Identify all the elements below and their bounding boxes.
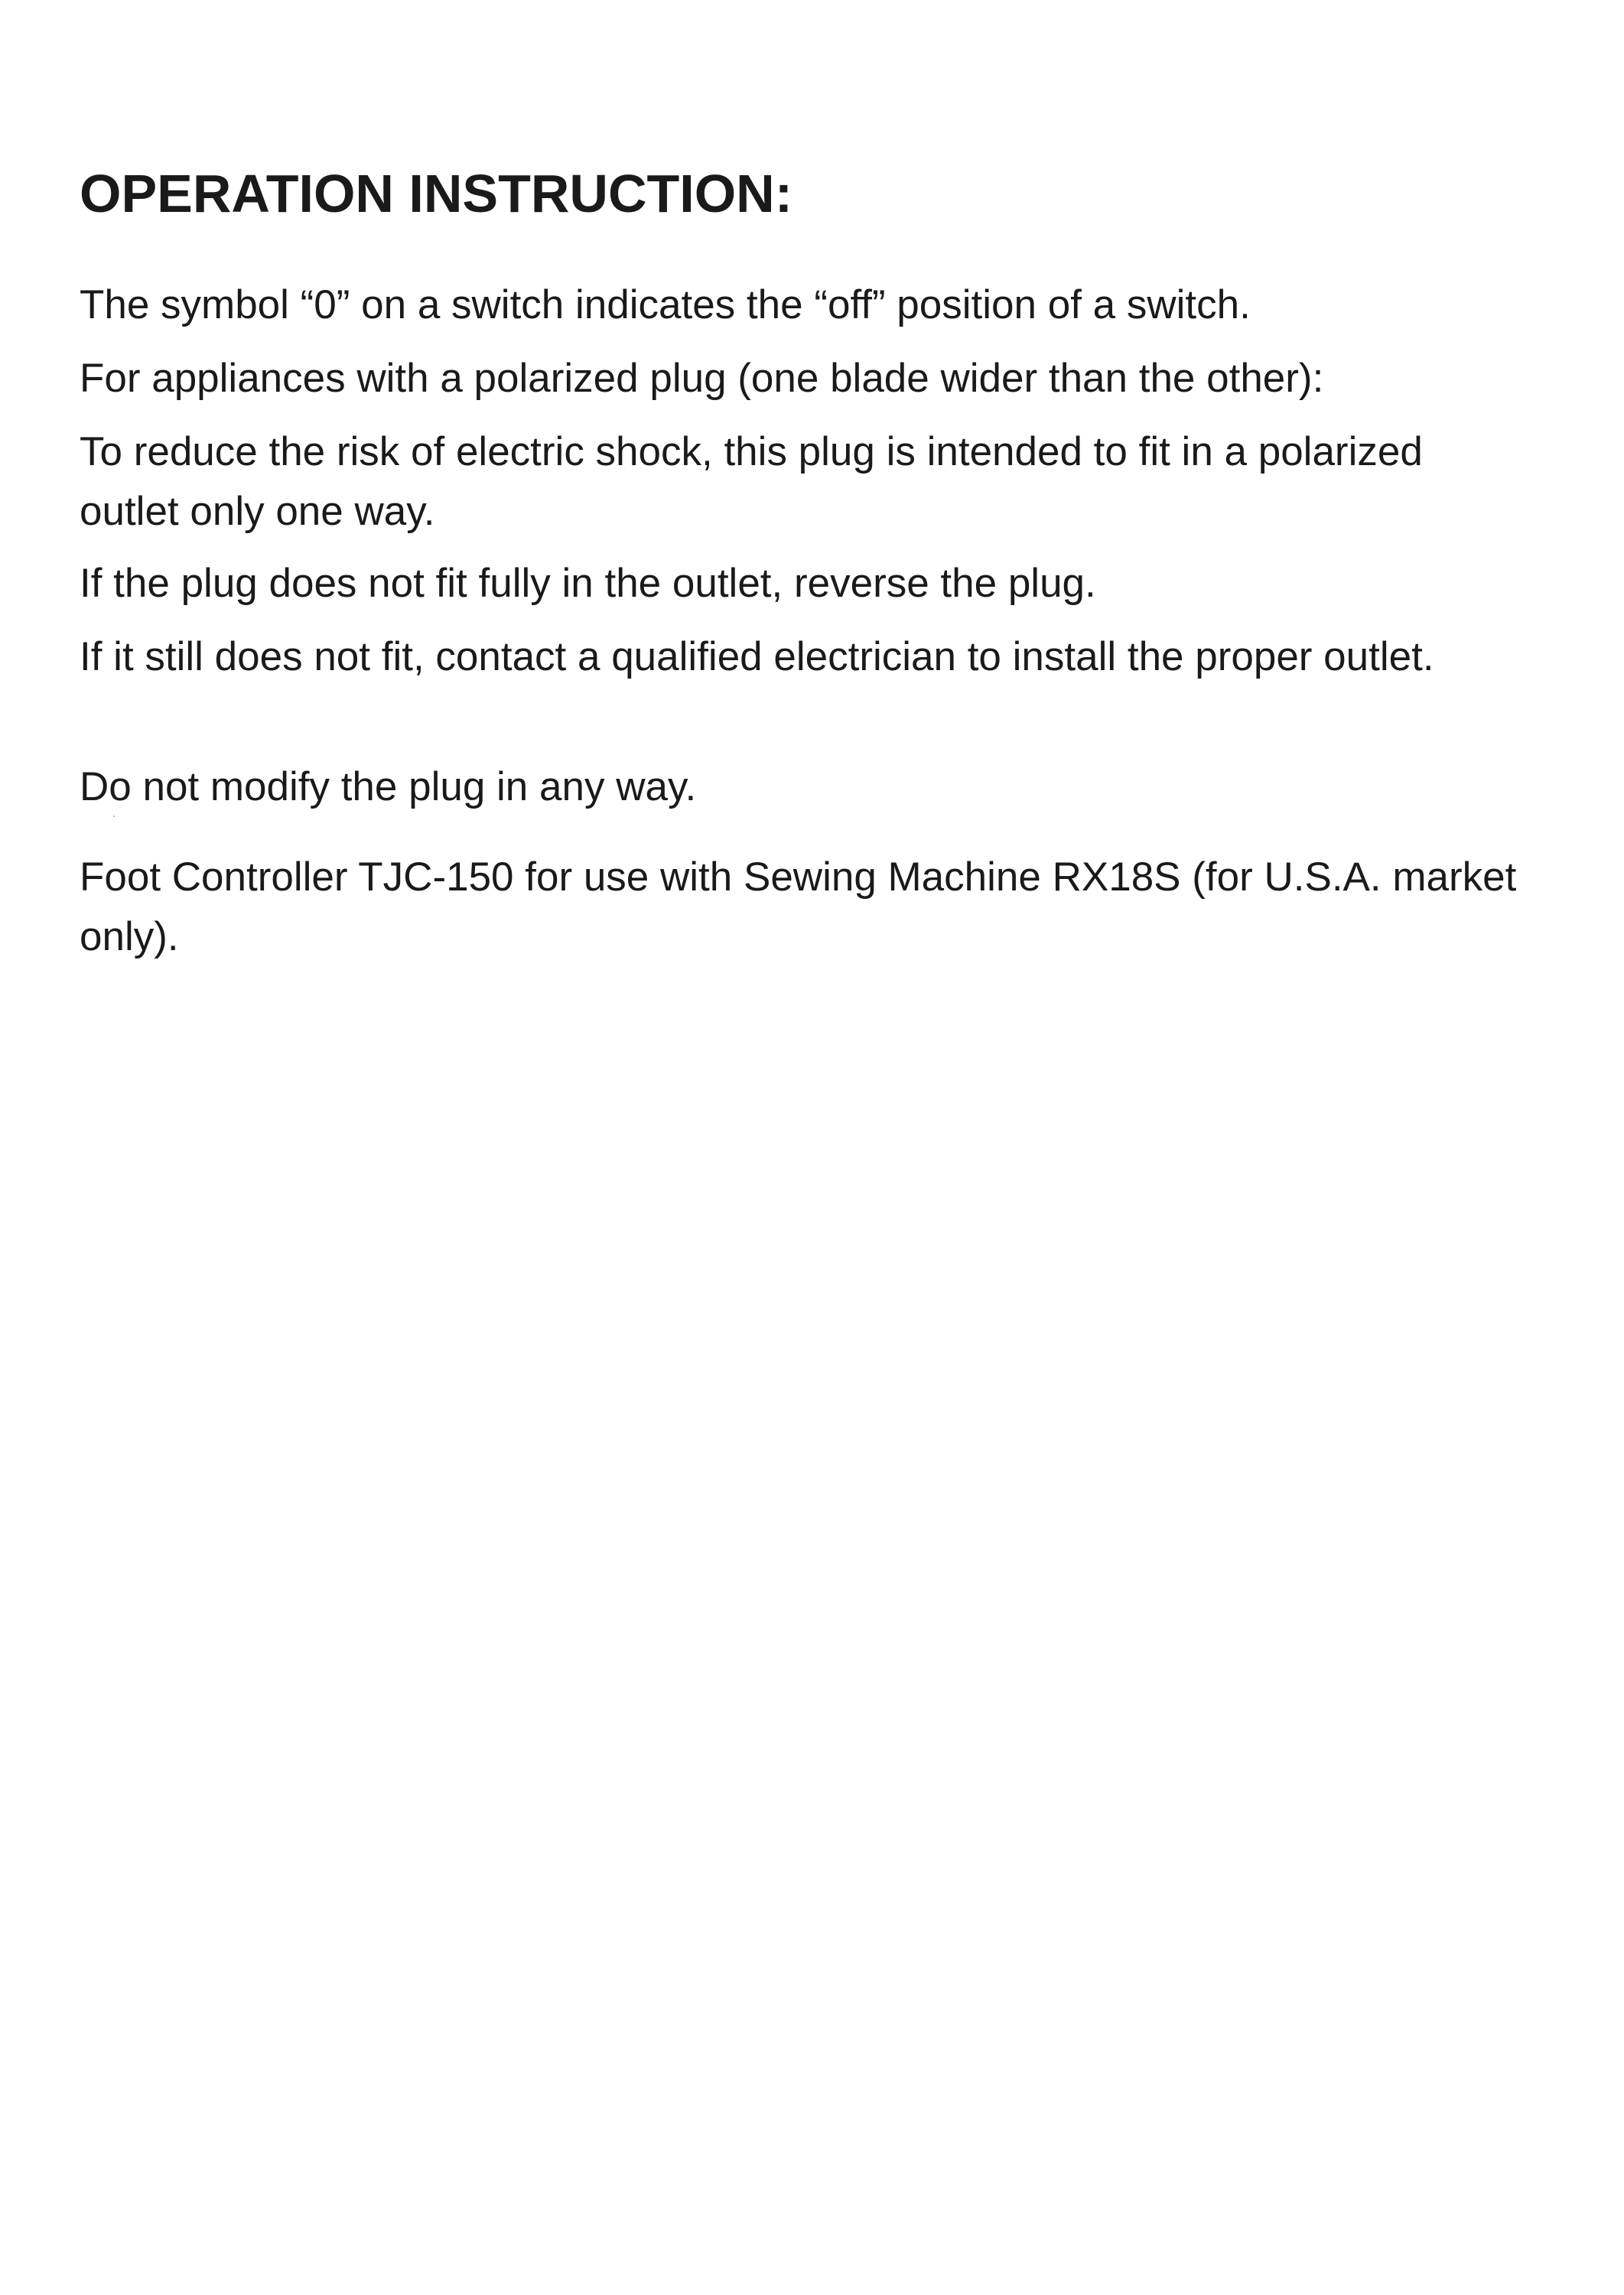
paragraph-polarized-plug: For appliances with a polarized plug (one blade wider than the other):	[80, 356, 1324, 401]
paragraph-switch-symbol: The symbol “0” on a switch indicates the “off” position of a switch.	[80, 282, 1251, 327]
paragraph-contact-electrician: If it still does not fit, contact a qualified electrician to install the proper outlet.	[80, 634, 1434, 679]
paragraph-foot-controller: Foot Controller TJC-150 for use with Sewing Machine RX18S (for U.S.A. market only).	[80, 855, 1517, 959]
paragraph-shock-risk: To reduce the risk of electric shock, this plug is intended to fit in a polarized outlet only one way.	[80, 429, 1423, 534]
page-title: OPERATION INSTRUCTION:	[80, 164, 793, 223]
paragraph-reverse-plug: If the plug does not fit fully in the outlet, reverse the plug.	[80, 561, 1096, 606]
scan-speck	[113, 815, 115, 817]
paragraph-do-not-modify: Do not modify the plug in any way.	[80, 764, 697, 809]
